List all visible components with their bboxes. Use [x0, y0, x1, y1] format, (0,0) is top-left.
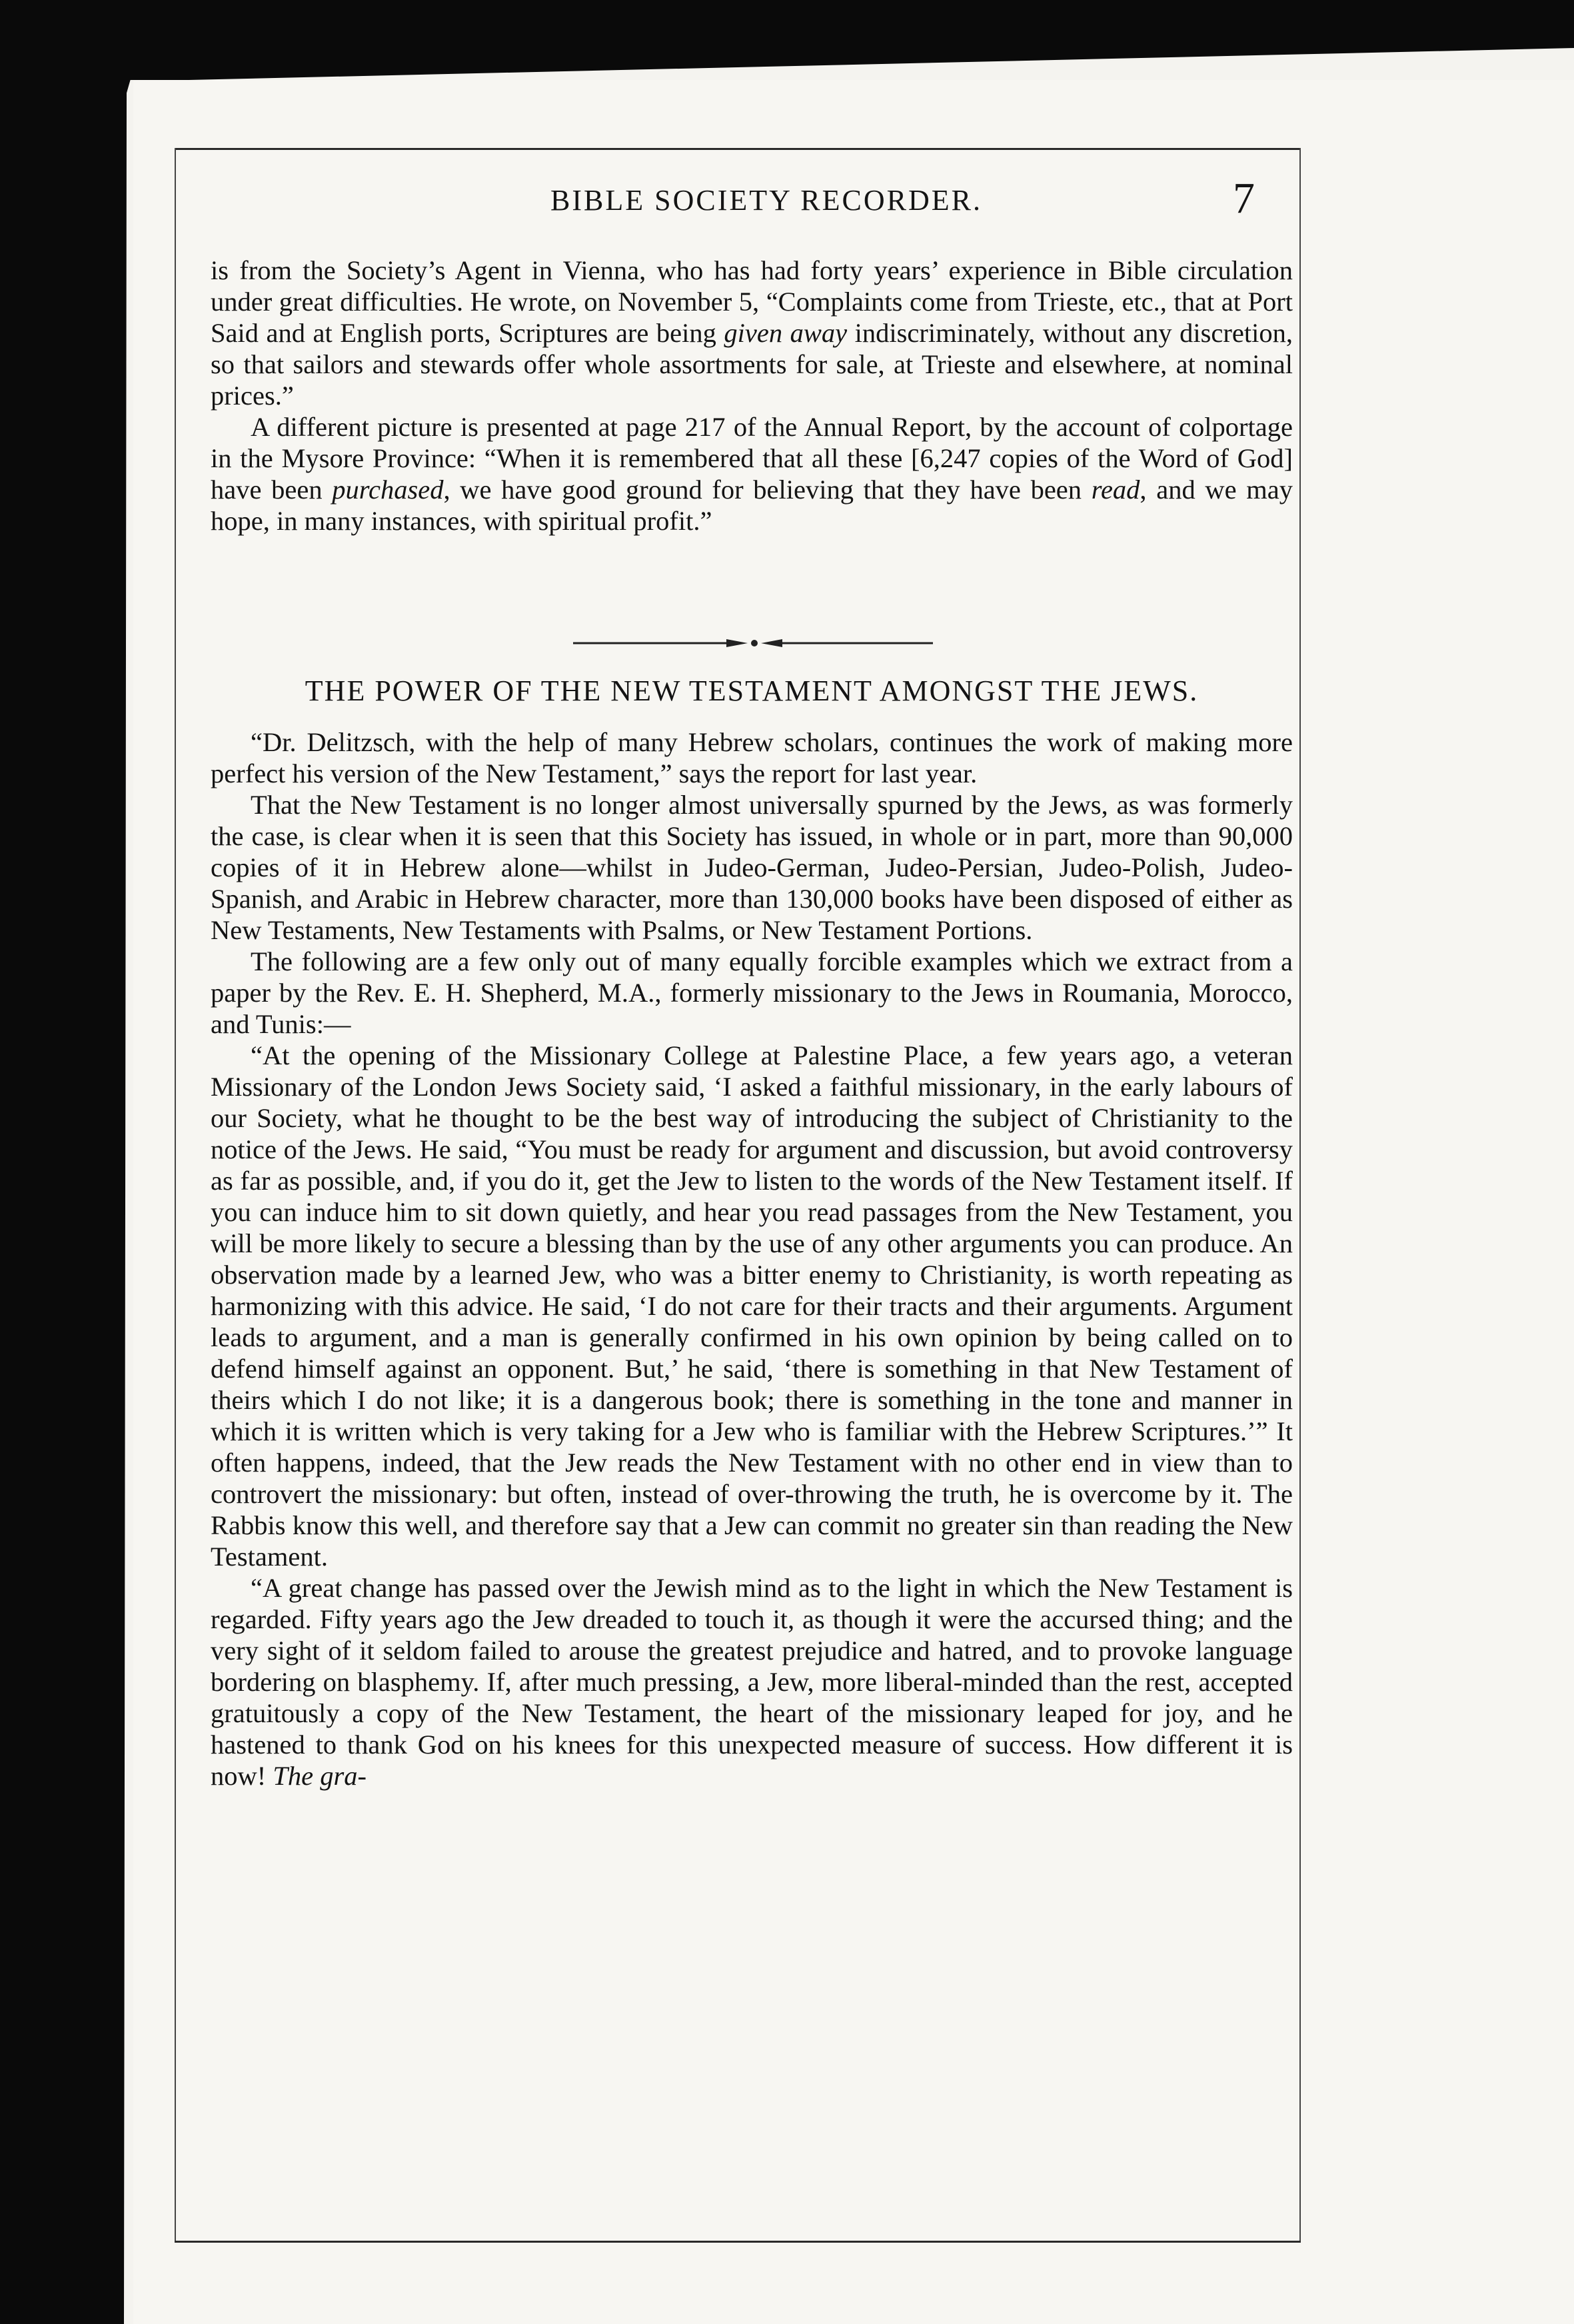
- footer-rule: [175, 2241, 1301, 2243]
- paragraph: [211, 411, 1293, 537]
- paragraph: [211, 1572, 1293, 1791]
- scan-edge-top: [0, 0, 1574, 80]
- section-title: THE POWER OF THE NEW TESTAMENT AMONGST THE JEWS.: [305, 674, 1199, 707]
- paragraph: [211, 726, 1293, 789]
- right-margin-line: [1299, 148, 1301, 2241]
- page-number: 7: [1233, 174, 1255, 223]
- text-run: That the New Testament is no longer almost universally spurned by the Jews, as was formerly the case, is clear when it is seen that this Society has issued, in whole or in part, more than 90,000 copies of it in Hebrew alone—whilst in Judeo-German, Judeo-Persian, Judeo-Polish, Judeo-Spanish, and Arabic in Hebrew character, more than 130,000 books have been disposed of either as New Testaments, New Testaments with Psalms, or New Testament Portions.: [211, 790, 1293, 945]
- text-run: The following are a few only out of many equally forcible examples which we extract from a paper by the Rev. E. H. Shepherd, M.A., formerly missionary to the Jews in Roumania, Morocco, and Tunis:—: [211, 946, 1293, 1039]
- running-title: BIBLE SOCIETY RECORDER.: [550, 184, 982, 217]
- section-text: [211, 726, 1293, 1791]
- italic-text: given away: [724, 318, 848, 348]
- running-header: [220, 183, 1313, 230]
- text-run: , we have good ground for believing that they have been: [443, 475, 1092, 505]
- text-run: “Dr. Delitzsch, with the help of many Hebrew scholars, continues the work of making more perfect his version of the New Testament,” says the report for last year.: [211, 727, 1293, 788]
- header-rule: [175, 148, 1301, 150]
- italic-text: purchased: [332, 475, 444, 505]
- section-divider-ornament: [573, 636, 933, 650]
- text-run: is from the Society’s Agent in Vienna, who has had forty years’ experience in Bible circulation under great difficulties. He wrote, on November 5, “Complaints come from Trieste, etc., that at Port Said and at English ports, Scriptures are being: [211, 255, 1293, 348]
- paragraph: [211, 789, 1293, 946]
- text-run: A different picture is presented at page 217 of the Annual Report, by the account of colportage in the Mysore Province: “When it is remembered that all these [6,247 copies of the Word of God] have been: [211, 412, 1293, 505]
- italic-text: read: [1091, 475, 1140, 505]
- text-run: “At the opening of the Missionary College at Palestine Place, a few years ago, a veteran Missionary of the London Jews Society said, ‘I asked a faithful missionary, in the early labours of our Society, what he thought to be the best way of introducing the subject of Christianity to the notice of the Jews. He said, “You must be ready for argument and discussion, but avoid controversy as far as possible, and, if you do it, get the Jew to listen to the words of the New Testament itself. If you can induce him to sit down quietly, and hear you read passages from the New Testament, you will be more likely to secure a blessing than by the use of any other arguments you can produce. An observation made by a learned Jew, who was a bitter enemy to Christianity, is worth repeating as harmonizing with this advice. He said, ‘I do not care for their tracts and their arguments. Argument leads to argument, and a man is generally confirmed in his own opinion by being called on to defend himself against an opponent. But,’ he said, ‘there is something in that New Testament of theirs which I do not like; it is a dangerous book; there is something in the tone and manner in which it is written which is very taking for a Jew who is familiar with the Hebrew Scriptures.’” It often happens, indeed, that the Jew reads the New Testament with no other end in view than to controvert the missionary: but often, instead of over-throwing the truth, he is overcome by it. The Rabbis know this well, and therefore say that a Jew can commit no greater sin than reading the New Testament.: [211, 1040, 1293, 1572]
- scan-edge-left: [0, 0, 133, 2324]
- paragraph: [211, 255, 1293, 411]
- left-margin-line: [175, 148, 176, 2241]
- text-run: indiscriminately, without any discretion, so that sailors and stewards offer whole assortments for sale, at Trieste and elsewhere, at nominal prices.”: [211, 318, 1293, 411]
- italic-text: The gra-: [273, 1761, 367, 1791]
- intro-text: [211, 255, 1293, 537]
- paragraph: [211, 946, 1293, 1040]
- text-run: , and we may hope, in many instances, with spiritual profit.”: [211, 475, 1293, 536]
- paragraph: [211, 1040, 1293, 1572]
- text-run: “A great change has passed over the Jewish mind as to the light in which the New Testament is regarded. Fifty years ago the Jew dreaded to touch it, as though it were the accursed thing; and the very sight of it seldom failed to arouse the greatest prejudice and hatred, and to provoke language bordering on blasphemy. If, after much pressing, a Jew, more liberal-minded than the rest, accepted gratuitously a copy of the New Testament, the heart of the missionary leaped for joy, and he hastened to thank God on his knees for this unexpected measure of success. How different it is now!: [211, 1573, 1293, 1791]
